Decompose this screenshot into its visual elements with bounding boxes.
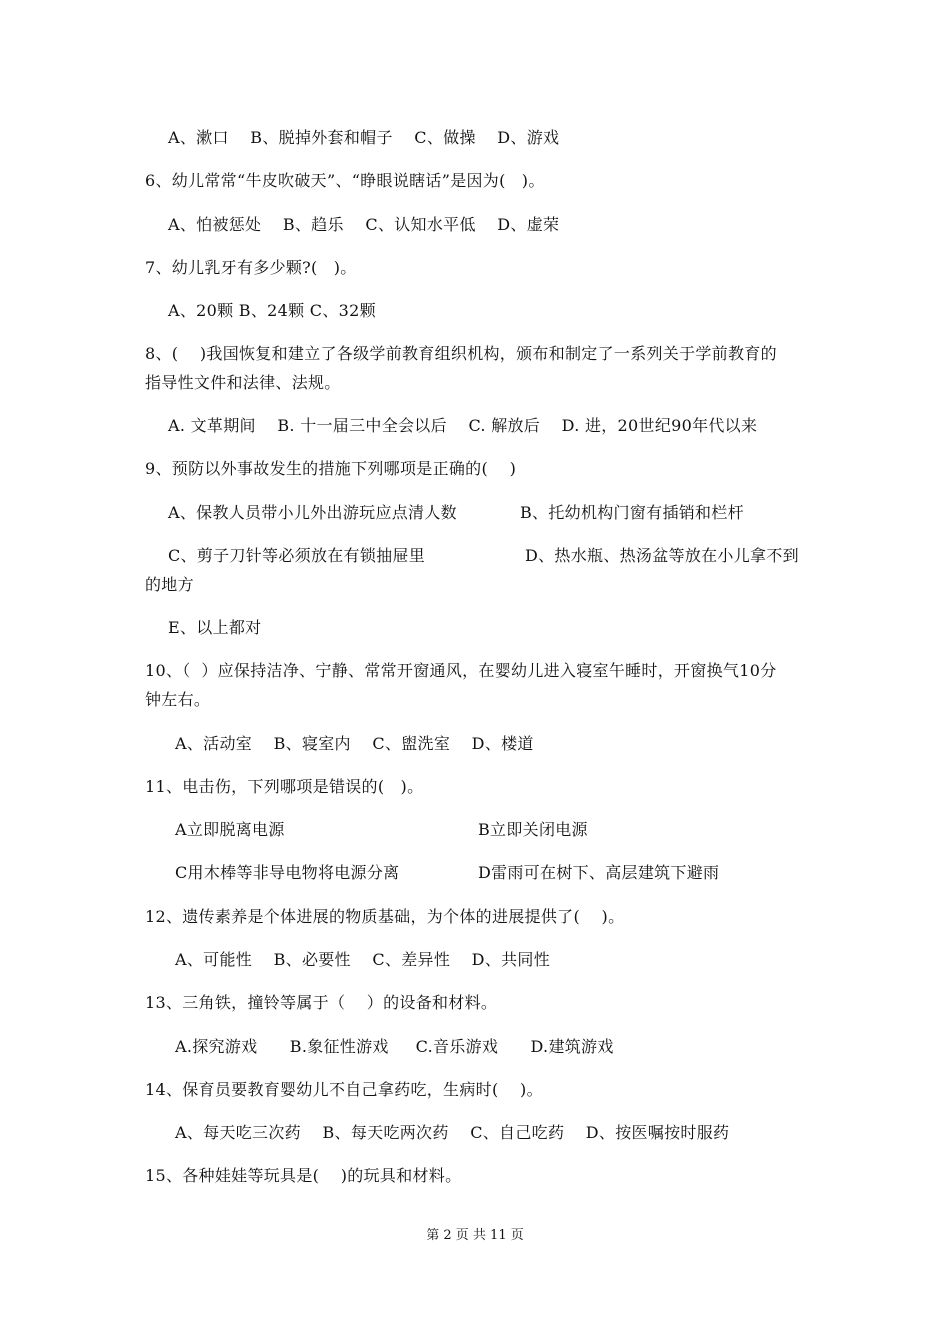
q8-question-cont: 指导性文件和法律、法规。 [145, 373, 341, 392]
q9-option-d: D、热水瓶、热汤盆等放在小儿拿不到 [525, 546, 799, 565]
q11-option-d: D雷雨可在树下、高层建筑下避雨 [478, 863, 720, 882]
q13-options: A.探究游戏 B.象征性游戏 C.音乐游戏 D.建筑游戏 [175, 1037, 614, 1056]
q12-question: 12、遗传素养是个体进展的物质基础，为个体的进展提供了( )。 [145, 907, 625, 926]
q9-option-a: A、保教人员带小儿外出游玩应点清人数 [168, 503, 457, 522]
q13-question: 13、三角铁，撞铃等属于（ ）的设备和材料。 [145, 993, 498, 1012]
page-footer: 第 2 页 共 11 页 [426, 1228, 524, 1243]
q6-options: A、怕被惩处 B、趋乐 C、认知水平低 D、虚荣 [168, 215, 560, 234]
q8-question: 8、( )我国恢复和建立了各级学前教育组织机构，颁布和制定了一系列关于学前教育的 [145, 344, 777, 363]
q11-option-a: A立即脱离电源 [175, 820, 285, 839]
q9-question: 9、预防以外事故发生的措施下列哪项是正确的( ) [145, 459, 517, 478]
q7-question: 7、幼儿乳牙有多少颗?( )。 [145, 258, 357, 277]
q14-question: 14、保育员要教育婴幼儿不自己拿药吃，生病时( )。 [145, 1080, 543, 1099]
q6-question: 6、幼儿常常“牛皮吹破天”、“睁眼说瞎话”是因为( )。 [145, 171, 545, 190]
q12-options: A、可能性 B、必要性 C、差异性 D、共同性 [175, 950, 551, 969]
q9-option-d-cont: 的地方 [145, 575, 194, 594]
q15-question: 15、各种娃娃等玩具是( )的玩具和材料。 [145, 1166, 462, 1185]
q10-question: 10、（ ）应保持洁净、宁静、常常开窗通风，在婴幼儿进入寝室午睡时，开窗换气10分 [145, 661, 777, 680]
q9-option-e: E、以上都对 [168, 618, 262, 637]
q8-options: A. 文革期间 B. 十一届三中全会以后 C. 解放后 D. 进，20世纪90年代以来 [168, 416, 758, 435]
q9-option-b: B、托幼机构门窗有插销和栏杆 [520, 503, 744, 522]
q11-option-c: C用木棒等非导电物将电源分离 [175, 863, 400, 882]
q11-question: 11、电击伤，下列哪项是错误的( )。 [145, 777, 424, 796]
q9-option-c: C、剪子刀针等必须放在有锁抽屉里 [168, 546, 426, 565]
q10-options: A、活动室 B、寝室内 C、盥洗室 D、楼道 [175, 734, 534, 753]
q5-options: A、漱口 B、脱掉外套和帽子 C、做操 D、游戏 [168, 128, 560, 147]
q14-options: A、每天吃三次药 B、每天吃两次药 C、自己吃药 D、按医嘱按时服药 [175, 1123, 730, 1142]
q7-options: A、20颗 B、24颗 C、32颗 [168, 301, 376, 320]
q10-question-cont: 钟左右。 [145, 690, 211, 709]
q11-option-b: B立即关闭电源 [478, 820, 588, 839]
